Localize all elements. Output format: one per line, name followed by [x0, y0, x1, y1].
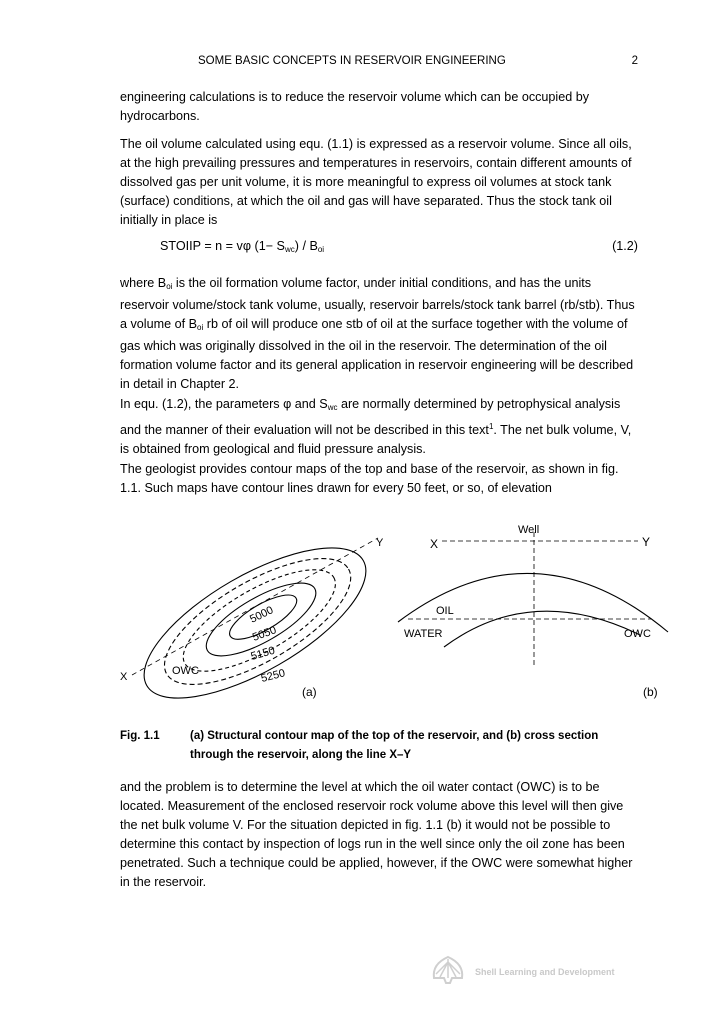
- p4-sub: wc: [327, 403, 338, 412]
- p4-text-a: In equ. (1.2), the parameters φ and S: [120, 397, 328, 411]
- equation-sub-oi: oi: [317, 245, 325, 254]
- x-label-b: X: [430, 537, 439, 551]
- paragraph-6: and the problem is to determine the level at which the oil water contact (OWC) is to be located. Measurement of the enclosed reservoir rock volume above this level will then give the net bulk volume V. For the situation depicted in fig. 1.1 (b) it would not be possible to determine this contact by inspection of logs run in the well since only the oil zone has been penetrated. Such a technique could be applied, however, if the OWC were somewhat higher in the reservoir.: [120, 780, 633, 889]
- equation-lhs: STOIIP = n = vφ (1− S: [160, 239, 285, 253]
- p3-text-a: where B: [120, 276, 167, 290]
- cross-section: [398, 532, 668, 665]
- p3-sub-a: oi: [166, 282, 173, 291]
- figure-1-1: [0, 510, 723, 710]
- contour-label-5150: 5150: [249, 644, 277, 663]
- y-label-a: Y: [376, 537, 384, 549]
- p4-text-b: are normally determined by petrophysical analysis and the manner of their evaluation will not be described in this text: [120, 397, 621, 437]
- paragraph-1: engineering calculations is to reduce the reservoir volume which can be occupied by hydrocarbons.: [120, 90, 590, 123]
- water-label: WATER: [404, 628, 443, 640]
- equation-sub-wc: wc: [284, 245, 295, 254]
- page-number: 2: [631, 55, 638, 67]
- reservoir-base-horizon: [444, 611, 640, 647]
- owc-label-a: OWC: [172, 665, 199, 677]
- well-label: Well: [518, 524, 540, 536]
- contour-label-5050: 5050: [250, 624, 279, 644]
- panel-label-a: (a): [302, 685, 317, 699]
- contour-label-5250: 5250: [259, 667, 287, 685]
- equation-mid: ) / B: [294, 239, 318, 253]
- page-header: [120, 55, 638, 71]
- footer-text: Shell Learning and Development: [475, 967, 615, 977]
- panel-label-b: (b): [643, 685, 658, 699]
- paragraph-5: The geologist provides contour maps of the top and base of the reservoir, as shown in fig. 1.1. Such maps have contour lines drawn for every 50 feet, or so, of elevation: [120, 462, 619, 495]
- paragraph-2: The oil volume calculated using equ. (1.1) is expressed as a reservoir volume. Since all oils, at the high prevailing pressures and temperatures in reservoirs, contain different amounts of dissolved gas per unit volume, it is more meaningful to express oil volumes at stock tank (surface) conditions, at which the oil and gas will have separated. Thus the stock tank oil initially in place is: [120, 137, 632, 227]
- footnote-marker: 1: [488, 422, 494, 431]
- equation-number: (1.2): [612, 239, 638, 253]
- y-label-b: Y: [642, 535, 651, 549]
- owc-label-b: OWC: [624, 628, 651, 640]
- x-label-a: X: [120, 671, 128, 683]
- shell-logo-icon: [430, 954, 466, 986]
- p4-text-c: . The net bulk volume, V, is obtained from geological and fluid pressure analysis.: [120, 423, 632, 456]
- paragraph-4: [120, 395, 638, 459]
- caption-label: Fig. 1.1: [120, 730, 160, 742]
- contour-label-5000: 5000: [248, 604, 276, 626]
- p3-sub-b: oi: [197, 323, 204, 332]
- p3-text-c: rb of oil will produce one stb of oil at the surface together with the volume of gas which was originally dissolved in the oil in the reservoir. The determination of the oil formation volume factor and its general application in reservoir engineering will be described in detail in Chapter 2.: [120, 317, 634, 391]
- oil-label: OIL: [436, 605, 454, 617]
- paragraph-3: [120, 274, 638, 394]
- equation-1-2: [160, 236, 638, 256]
- reservoir-top-horizon: [398, 573, 668, 632]
- caption-text: (a) Structural contour map of the top of the reservoir, and (b) cross section through the reservoir, along the line X–Y: [190, 730, 599, 761]
- running-title: SOME BASIC CONCEPTS IN RESERVOIR ENGINEERING: [198, 55, 506, 67]
- p3-text-b: is the oil formation volume factor, under initial conditions, and has the units reservoir volume/stock tank volume, usually, reservoir barrels/stock tank barrel (rb/stb). Thus a volume of B: [120, 276, 635, 331]
